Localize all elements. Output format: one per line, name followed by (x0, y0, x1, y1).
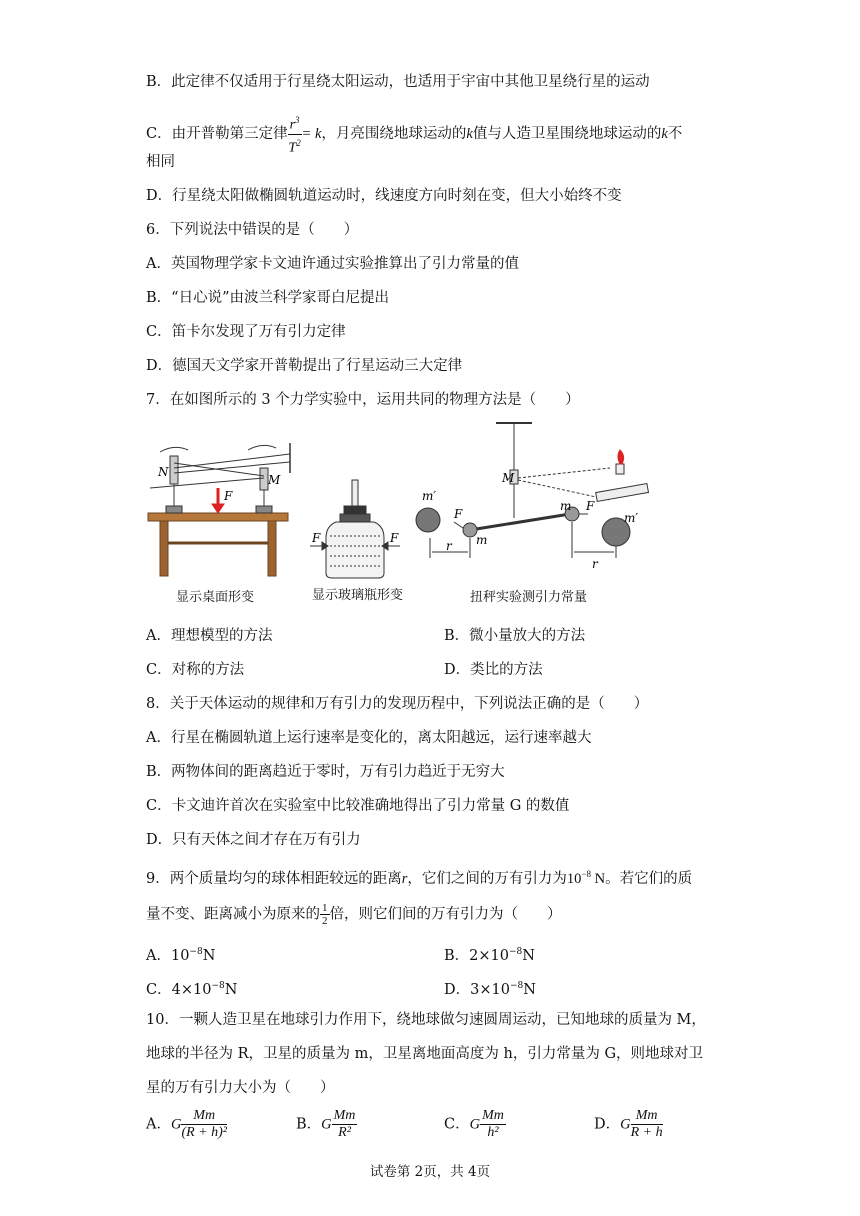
label-M-torsion: M (502, 471, 515, 485)
q8-option-a: A．行星在椭圆轨道上运行速率是变化的，离太阳越远，运行速率越大 (146, 730, 592, 746)
q9-stem-line2: 量不变、距离减小为原来的 $\frac{1}{2}$ 倍，则它们间的万有引力为（ ） (146, 902, 562, 927)
q6-option-d: D．德国天文学家开普勒提出了行星运动三大定律 (146, 358, 463, 374)
label-F1: F (224, 489, 233, 503)
q6-stem: 6．下列说法中错误的是（ ） (146, 222, 359, 238)
q5-option-c: C．由开普勒第三定律 $\frac{r^3}{T^2}$ = k，月亮围绕地球运动的k值与人造卫星围绕地球运动的k不 (146, 112, 682, 156)
q6-option-a: A．英国物理学家卡文迪许通过实验推算出了引力常量的值 (146, 256, 519, 272)
kepler-third-law-fraction: $\frac{r^3}{T^2}$ (288, 112, 302, 156)
q10-stem-line1: 10．一颗人造卫星在地球引力作用下，绕地球做匀速圆周运动，已知地球的质量为 M， (146, 1012, 706, 1028)
q8-stem: 8．关于天体运动的规律和万有引力的发现历程中，下列说法正确的是（ ） (146, 696, 649, 712)
q10-option-d: D．G $\frac{Mm}{R + h}$ (594, 1108, 663, 1140)
q7-option-c: C．对称的方法 (146, 662, 245, 678)
q10-stem-line3: 星的万有引力大小为（ ） (146, 1080, 335, 1096)
label-r-left: r (446, 539, 452, 553)
q9-option-b: B．$2\times 10^{-8}N$ (444, 947, 535, 964)
label-m-prime-left: m′ (422, 489, 437, 503)
experiment-illustration (140, 418, 700, 608)
q6-option-c: C．笛卡尔发现了万有引力定律 (146, 324, 346, 340)
q7-option-b: B．微小量放大的方法 (444, 628, 586, 644)
one-half-fraction: $\frac{1}{2}$ (322, 902, 328, 927)
label-F3-left: F (454, 507, 463, 521)
q9-option-a: A．$10^{-8}N$ (146, 947, 216, 964)
page-footer: 试卷第 2页，共 4页 (369, 1164, 491, 1180)
q7-figure (140, 418, 700, 608)
caption-torsion: 扭秤实验测引力常量 (470, 590, 588, 605)
label-m-right: m (560, 499, 572, 513)
q5-option-b: B．此定律不仅适用于行星绕太阳运动，也适用于宇宙中其他卫星绕行星的运动 (146, 74, 650, 90)
label-r-right: r (592, 557, 598, 571)
bottle-experiment (310, 480, 400, 578)
q8-option-c: C．卡文迪许首次在实验室中比较准确地得出了引力常量 G 的数值 (146, 798, 570, 814)
caption-bottle: 显示玻璃瓶形变 (312, 588, 404, 603)
q10-option-c: C．G $\frac{Mm}{\text{h²}}$ (444, 1108, 504, 1140)
small-sphere-left (463, 523, 477, 537)
label-F3-right: F (586, 499, 595, 513)
q8-option-b: B．两物体间的距离趋近于零时，万有引力趋近于无穷大 (146, 764, 505, 780)
label-F2-left: F (312, 531, 321, 545)
q10-stem-line2: 地球的半径为 R，卫星的质量为 m，卫星离地面高度为 h，引力常量为 G，则地球对卫 (146, 1046, 704, 1062)
q8-option-d: D．只有天体之间才存在万有引力 (146, 832, 361, 848)
q10-option-a: A．G $\frac{Mm}{\text{(R + h)²}}$ (146, 1108, 227, 1140)
table-experiment (148, 443, 290, 576)
q10-option-b: B．G $\frac{Mm}{\text{R²}}$ (296, 1108, 356, 1140)
large-sphere-left (416, 508, 440, 532)
q9-option-d: D．$3\times 10^{-8}N$ (444, 981, 536, 998)
kepler-rhs: = k (301, 126, 322, 143)
q6-option-b: B．“日心说”由波兰科学家哥白尼提出 (146, 290, 389, 306)
q7-option-a: A．理想模型的方法 (146, 628, 273, 644)
label-m-left: m (476, 533, 488, 547)
label-N: N (158, 465, 169, 479)
label-F2-right: F (390, 531, 399, 545)
q5-c-prefix: C．由开普勒第三定律 (146, 126, 288, 143)
q9-stem-line1: 9．两个质量均匀的球体相距较远的距离r，它们之间的万有引力为$10^{-8}$ N。若它们的质 (146, 869, 693, 887)
q9-option-c: C．$4\times 10^{-8}N$ (146, 981, 238, 998)
q5-option-c-continued: 相同 (146, 154, 175, 170)
label-m-prime-right: m′ (624, 511, 639, 525)
q7-stem: 7．在如图所示的 3 个力学实验中，运用共同的物理方法是（ ） (146, 392, 580, 408)
q7-option-d: D．类比的方法 (444, 662, 543, 678)
caption-table: 显示桌面形变 (176, 590, 255, 605)
label-M1: M (268, 473, 281, 487)
q5-option-d: D．行星绕太阳做椭圆轨道运动时，线速度方向时刻在变，但大小始终不变 (146, 188, 622, 204)
